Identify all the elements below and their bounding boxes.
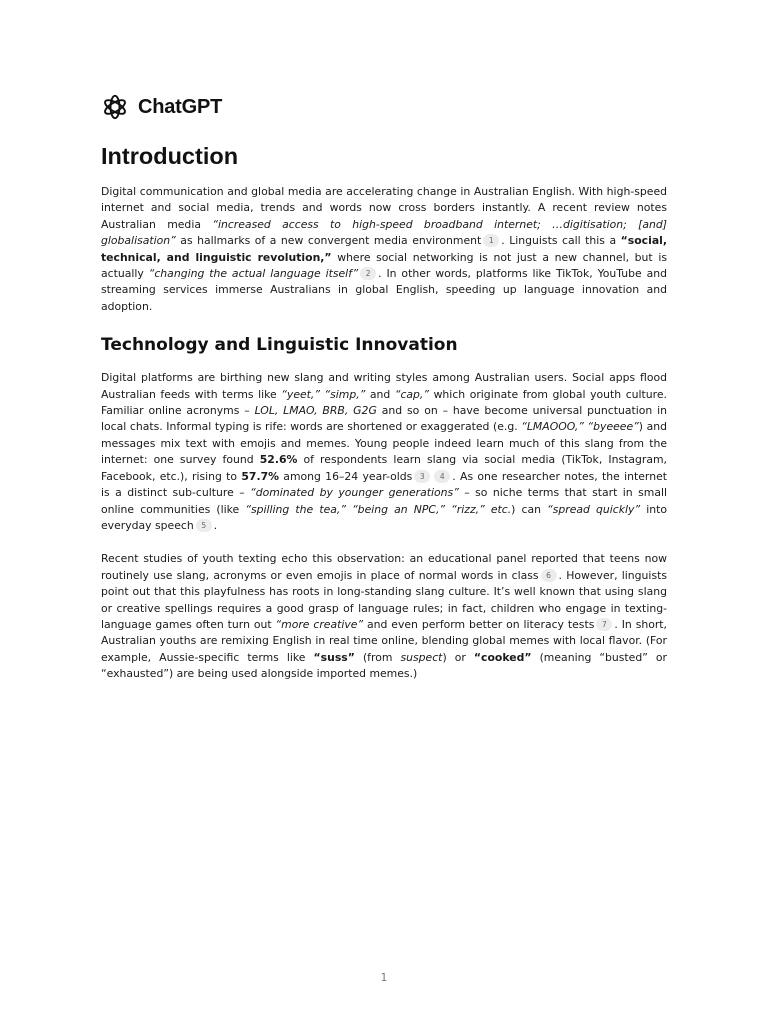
citation-2[interactable]: 2 bbox=[360, 267, 376, 280]
tech-paragraph-1: Digital platforms are birthing new slang and writing styles among Australian users. Social apps flood Australian feeds with terms like “yeet,” “simp,” and “cap,” which originate from global youth culture. Familiar online acronyms – LOL, LMAO, BRB, G2G and so on – have become universal punctuation in local chats. Informal typing is rife: words are shortened or exaggerated (e.g. “LMAOOO,” “byeeee”) and messages mix text with emojis and memes. Young people indeed learn much of this slang from the internet: one survey found 52.6% of respondents learn slang via social media (TikTok, Instagram, Facebook, etc.), rising to 57.7% among 16–24 year-olds 3 4 . As one researcher notes, the internet is a distinct sub-culture – “dominated by younger generations” – so niche terms that start in small online communities (like “spilling the tea,” “being an NPC,” “rizz,” etc.) can “spread quickly” into everyday speech 5 . bbox=[101, 371, 668, 532]
citation-7[interactable]: 7 bbox=[596, 618, 612, 631]
intro-paragraph: Digital communication and global media are accelerating change in Australian English. With high-speed internet and social media, trends and words now cross borders instantly. A recent review notes Australian media “increased access to high-speed broadband internet; …digitisation; [and] globalisation” as hallmarks of a new convergent media environment 1 . Linguists call this a “social, technical, and linguistic revolution,” where social networking is not just a new channel, but is actually “changing the actual language itself” 2 . In other words, platforms like TikTok, YouTube and streaming services immerse Australians in global English, speeding up language innovation and adoption. bbox=[101, 185, 667, 313]
openai-logo-icon bbox=[101, 93, 129, 121]
citation-1[interactable]: 1 bbox=[483, 234, 499, 247]
citation-3[interactable]: 3 bbox=[414, 470, 430, 483]
citation-4[interactable]: 4 bbox=[434, 470, 450, 483]
document-page bbox=[101, 92, 667, 683]
brand-name: ChatGPT bbox=[138, 95, 223, 118]
page-number: 1 bbox=[380, 972, 388, 984]
citation-5[interactable]: 5 bbox=[196, 519, 212, 532]
citation-6[interactable]: 6 bbox=[541, 569, 557, 582]
brand-header bbox=[101, 92, 667, 122]
tech-paragraph-2: Recent studies of youth texting echo this observation: an educational panel reported that teens now routinely use slang, acronyms or even emojis in place of normal words in class 6 . However, linguists point out that this playfulness has roots in long-standing slang culture. It’s well known that using slang or creative spellings requires a good grasp of language rules; in fact, children who engage in texting-language games often turn out “more creative” and even perform better on literacy tests 7 . In short, Australian youths are remixing English in real time online, blending global memes with local flavor. (For example, Aussie-specific terms like “suss” (from suspect) or “cooked” (meaning “busted” or “exhausted”) are being used alongside imported memes.) bbox=[101, 552, 668, 681]
intro-heading: Introduction bbox=[101, 143, 239, 169]
tech-heading: Technology and Linguistic Innovation bbox=[101, 335, 458, 356]
